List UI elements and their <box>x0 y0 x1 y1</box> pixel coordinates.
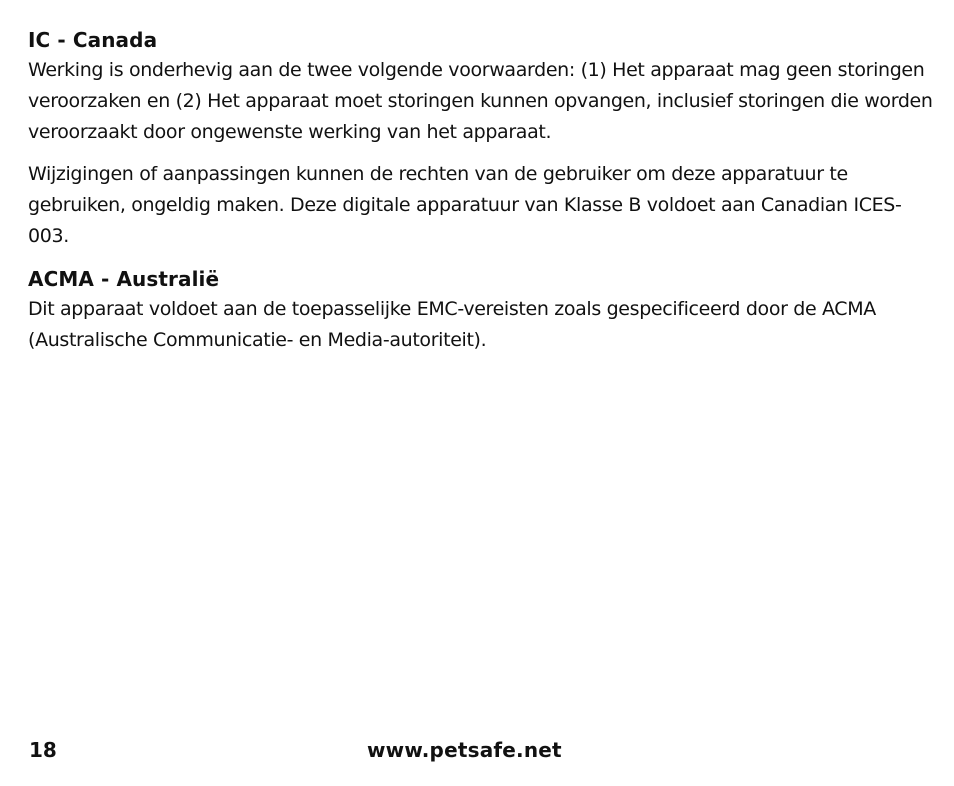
section-heading-ic-canada: IC - Canada <box>28 28 158 52</box>
document-body <box>28 25 933 356</box>
paragraph-acma-compliance: Dit apparaat voldoet aan de toepasselijke EMC-vereisten zoals gespecificeerd door de ACMA (Australische Communicatie- en Media-autoriteit). <box>28 298 876 351</box>
section-heading-acma-australia: ACMA - Australië <box>28 267 220 291</box>
paragraph-ic-conditions: Werking is onderhevig aan de twee volgende voorwaarden: (1) Het apparaat mag geen storingen veroorzaken en (2) Het apparaat moet storingen kunnen opvangen, inclusief storingen die worden veroorzaakt door ongewenste werking van het apparaat. <box>28 59 933 143</box>
website-link[interactable]: www.petsafe.net <box>367 738 562 762</box>
paragraph-ic-modifications: Wijzigingen of aanpassingen kunnen de rechten van de gebruiker om deze apparatuur te gebruiken, ongeldig maken. Deze digitale apparatuur van Klasse B voldoet aan Canadian ICES-003. <box>28 163 902 247</box>
page-number: 18 <box>29 738 57 762</box>
